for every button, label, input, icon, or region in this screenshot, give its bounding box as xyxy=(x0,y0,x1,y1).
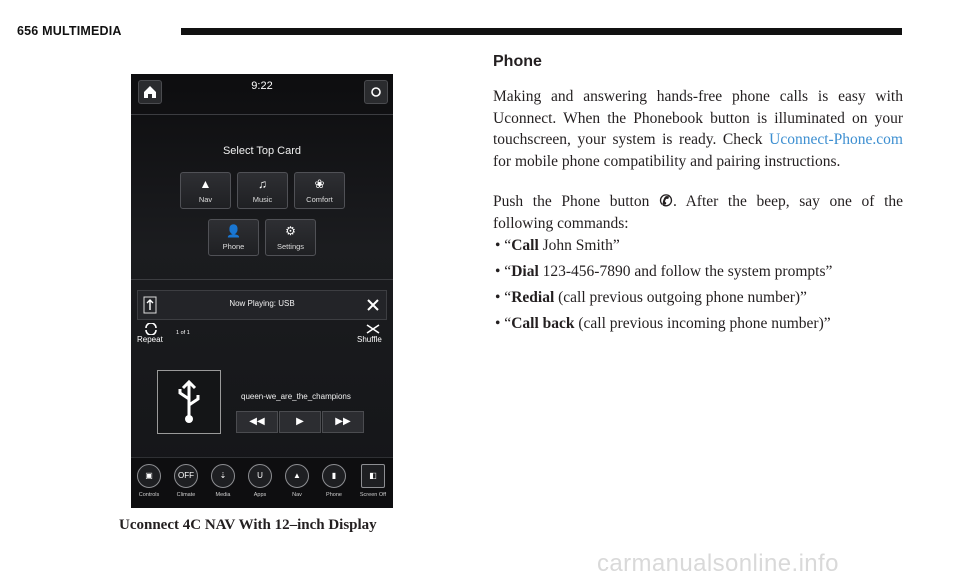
command-keyword: Redial xyxy=(511,289,555,306)
list-item: • “Dial 123-456-7890 and follow the system prompts” xyxy=(495,263,833,280)
command-text: John Smith” xyxy=(538,237,620,254)
dock-label: Screen Off xyxy=(359,492,387,498)
dock-nav xyxy=(281,464,313,498)
dock-climate xyxy=(170,464,202,498)
paragraph-push-phone xyxy=(493,191,903,234)
phone-handset-icon: ✆ xyxy=(659,193,673,210)
bottom-dock xyxy=(131,457,393,508)
repeat-icon xyxy=(143,323,159,335)
music-note-icon: ♫ xyxy=(258,177,267,191)
settings-icon xyxy=(365,81,387,103)
comfort-icon: ❀ xyxy=(314,177,325,191)
command-text: 123-456-7890 and follow the system prompts” xyxy=(538,263,833,280)
uconnect-phone-link[interactable]: Uconnect-Phone.com xyxy=(769,131,903,149)
usb-icon xyxy=(169,377,209,427)
gear-icon: ⚙ xyxy=(285,224,296,238)
fast-forward-icon: ▶▶ xyxy=(335,416,351,427)
shuffle-icon xyxy=(365,323,381,335)
dock-phone xyxy=(318,464,350,498)
tile-nav xyxy=(180,172,231,209)
play-button xyxy=(279,411,321,433)
paragraph-text: Push the Phone button xyxy=(493,193,659,210)
tile-settings xyxy=(265,219,316,256)
dock-label: Media xyxy=(215,492,231,498)
dock-label: Climate xyxy=(176,492,196,498)
play-icon: ▶ xyxy=(296,416,304,427)
tile-label: Music xyxy=(252,195,273,204)
track-name: queen-we_are_the_champions xyxy=(241,392,351,401)
paragraph-text: . After the beep, say one of the following commands: xyxy=(493,193,904,232)
tile-label: Comfort xyxy=(306,195,333,204)
nav-arrow-icon: ▲ xyxy=(199,177,212,191)
dock-label: Controls xyxy=(138,492,160,498)
select-top-card-title: Select Top Card xyxy=(222,145,302,157)
paragraph-text: for mobile phone compatibility and pairing instructions. xyxy=(493,152,841,170)
paragraph-text: Making and answering hands-free phone calls is easy with Uconnect. When the Phonebook button is illuminated on your touchscreen, your system is ready. Check xyxy=(493,88,903,149)
dock-screen-off xyxy=(357,464,389,498)
command-text: (call previous outgoing phone number)” xyxy=(554,289,807,306)
screen-divider xyxy=(131,279,393,280)
tile-label: Phone xyxy=(222,242,245,251)
rewind-button xyxy=(236,411,278,433)
controls-icon: ▣ xyxy=(137,464,161,488)
dock-apps xyxy=(244,464,276,498)
command-keyword: Call back xyxy=(511,315,575,332)
watermark: carmanualsonline.info xyxy=(597,550,839,577)
apps-icon: U xyxy=(248,464,272,488)
album-art-usb xyxy=(157,370,221,434)
list-item: • “Redial (call previous outgoing phone number)” xyxy=(495,289,807,306)
figure-caption: Uconnect 4C NAV With 12–inch Display xyxy=(119,517,377,533)
tile-music xyxy=(237,172,288,209)
person-icon: 👤 xyxy=(226,224,241,238)
screen-divider xyxy=(131,114,393,115)
track-count: 1 of 1 xyxy=(176,330,190,336)
tile-phone xyxy=(208,219,259,256)
dock-media xyxy=(207,464,239,498)
now-playing-bar xyxy=(137,290,387,320)
list-item: • “Call John Smith” xyxy=(495,237,620,254)
phone-signal-icon: ▮ xyxy=(322,464,346,488)
command-keyword: Call xyxy=(511,237,539,254)
settings-corner-button xyxy=(364,80,388,104)
screen-off-icon: ◧ xyxy=(361,464,385,488)
dock-controls xyxy=(133,464,165,498)
command-text: (call previous incoming phone number)” xyxy=(574,315,831,332)
uconnect-screen-figure xyxy=(131,74,393,508)
dock-label: Apps xyxy=(253,492,267,498)
list-item: • “Call back (call previous incoming phone number)” xyxy=(495,315,831,332)
tile-label: Settings xyxy=(276,242,305,251)
tile-label: Nav xyxy=(198,195,213,204)
header-rule xyxy=(181,28,902,35)
dock-label: Nav xyxy=(292,492,302,498)
page-header: 656 MULTIMEDIA xyxy=(17,24,122,38)
command-keyword: Dial xyxy=(511,263,539,280)
clock-time: 9:22 xyxy=(251,80,273,92)
media-usb-icon: ⇣ xyxy=(211,464,235,488)
tile-comfort xyxy=(294,172,345,209)
paragraph-intro xyxy=(493,86,903,172)
repeat-label: Repeat xyxy=(137,335,163,344)
climate-off-icon: OFF xyxy=(174,464,198,488)
fast-forward-button xyxy=(322,411,364,433)
dock-label: Phone xyxy=(326,492,342,498)
section-heading: Phone xyxy=(493,53,542,70)
nav-compass-icon: ▲ xyxy=(285,464,309,488)
now-playing-text: Now Playing: USB xyxy=(229,299,295,308)
close-icon xyxy=(366,298,380,312)
rewind-icon: ◀◀ xyxy=(249,416,265,427)
shuffle-label: Shuffle xyxy=(357,335,382,344)
